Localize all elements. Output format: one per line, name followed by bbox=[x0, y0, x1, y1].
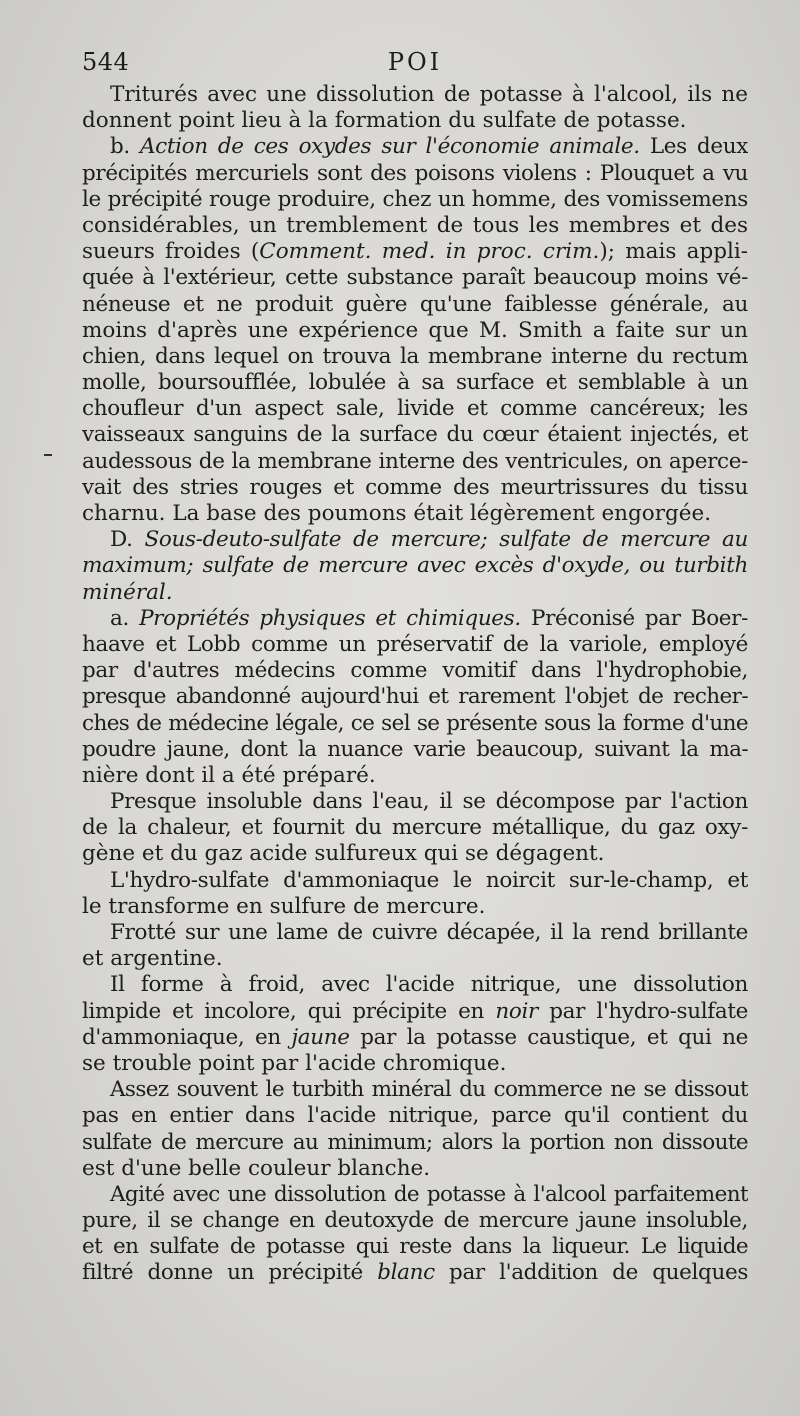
text-line: chien, dans lequel on trouva la membrane interne du rectum bbox=[82, 343, 748, 369]
text-line: audessous de la membrane interne des ventricules, on aperce- bbox=[82, 448, 748, 474]
text-line: et en sulfate de potasse qui reste dans la liqueur. Le liquide bbox=[82, 1234, 748, 1260]
text-line: quée à l'extérieur, cette substance paraît beaucoup moins vé- bbox=[82, 265, 748, 291]
text-line: b. Action de ces oxydes sur l'économie animale. Les deux bbox=[110, 134, 748, 160]
text-line: sueurs froides (Comment. med. in proc. crim.); mais appli- bbox=[82, 239, 748, 265]
text-line: pas en entier dans l'acide nitrique, parce qu'il contient du bbox=[82, 1103, 748, 1129]
text-line: presque abandonné aujourd'hui et rarement l'objet de recher- bbox=[82, 684, 748, 710]
page-header bbox=[82, 48, 748, 80]
text-line: L'hydro-sulfate d'ammoniaque le noircit sur-le-champ, et bbox=[110, 867, 748, 893]
text-line: Assez souvent le turbith minéral du commerce ne se dissout bbox=[110, 1077, 748, 1103]
text-line: néneuse et ne produit guère qu'une faiblesse générale, au bbox=[82, 291, 748, 317]
text-line: se trouble point par l'acide chromique. bbox=[82, 1050, 507, 1076]
section-heading: Action de ces oxydes sur l'économie animale. bbox=[140, 134, 640, 160]
text-line: filtré donne un précipité blanc par l'addition de quelques bbox=[82, 1260, 748, 1286]
section-heading: Sous-deuto-sulfate de mercure; sulfate de mercure au bbox=[144, 527, 748, 553]
text-line: par d'autres médecins comme vomitif dans l'hydrophobie, bbox=[82, 658, 748, 684]
text-line: limpide et incolore, qui précipite en noir par l'hydro-sulfate bbox=[82, 998, 748, 1024]
text-line: d'ammoniaque, en jaune par la potasse caustique, et qui ne bbox=[82, 1024, 748, 1050]
text-line: ches de médecine légale, ce sel se présente sous la forme d'une bbox=[82, 710, 748, 736]
page-number: 544 bbox=[82, 48, 130, 76]
text-line: choufleur d'un aspect sale, livide et comme cancéreux; les bbox=[82, 396, 748, 422]
text-line: nière dont il a été préparé. bbox=[82, 762, 376, 788]
text-line: et argentine. bbox=[82, 946, 223, 972]
margin-mark bbox=[44, 454, 52, 456]
text-line: donnent point lieu à la formation du sulfate de potasse. bbox=[82, 108, 687, 134]
text-line: vait des stries rouges et comme des meurtrissures du tissu bbox=[82, 474, 748, 500]
text-line: le précipité rouge produire, chez un homme, des vomissemens bbox=[82, 186, 748, 212]
text-line: Presque insoluble dans l'eau, il se décompose par l'action bbox=[110, 789, 748, 815]
section-heading: Propriétés physiques et chimiques. bbox=[139, 605, 521, 631]
text-line: Il forme à froid, avec l'acide nitrique, une dissolution bbox=[110, 972, 748, 998]
text-line: Frotté sur une lame de cuivre décapée, il la rend brillante bbox=[110, 920, 748, 945]
text-line: molle, boursoufflée, lobulée à sa surface et semblable à un bbox=[82, 370, 748, 396]
text-line: considérables, un tremblement de tous les membres et des bbox=[82, 212, 748, 238]
text-line: pure, il se change en deutoxyde de mercure jaune insoluble, bbox=[82, 1208, 748, 1234]
page-body bbox=[82, 82, 748, 1287]
text-line: maximum; sulfate de mercure avec excès d'oxyde, ou turbith bbox=[82, 553, 748, 579]
text-line: moins d'après une expérience que M. Smith a faite sur un bbox=[82, 317, 748, 343]
text-line: le transforme en sulfure de mercure. bbox=[82, 893, 486, 919]
text-line: est d'une belle couleur blanche. bbox=[82, 1155, 431, 1181]
text-line: Triturés avec une dissolution de potasse à l'alcool, ils ne bbox=[110, 82, 748, 107]
text-line: a. Propriétés physiques et chimiques. Préconisé par Boer- bbox=[110, 605, 748, 631]
text-line: minéral. bbox=[82, 579, 173, 605]
text-line: Agité avec une dissolution de potasse à l'alcool parfaitement bbox=[110, 1181, 748, 1207]
text-line: D. Sous-deuto-sulfate de mercure; sulfate de mercure au bbox=[110, 527, 748, 553]
text-line: précipités mercuriels sont des poisons violens : Plouquet a vu bbox=[82, 160, 748, 186]
text-line: charnu. La base des poumons était légèrement engorgée. bbox=[82, 501, 712, 526]
text-line: de la chaleur, et fournit du mercure métallique, du gaz oxy- bbox=[82, 815, 748, 841]
running-head: POI bbox=[387, 48, 443, 76]
citation: Comment. med. in proc. crim. bbox=[259, 239, 600, 265]
text-line: haave et Lobb comme un préservatif de la variole, employé bbox=[82, 631, 748, 657]
text-line: vaisseaux sanguins de la surface du cœur étaient injectés, et bbox=[82, 422, 748, 448]
text-line: poudre jaune, dont la nuance varie beaucoup, suivant la ma- bbox=[82, 736, 748, 762]
text-line: sulfate de mercure au minimum; alors la portion non dissoute bbox=[82, 1129, 748, 1155]
text-line: gène et du gaz acide sulfureux qui se dégagent. bbox=[82, 841, 605, 867]
